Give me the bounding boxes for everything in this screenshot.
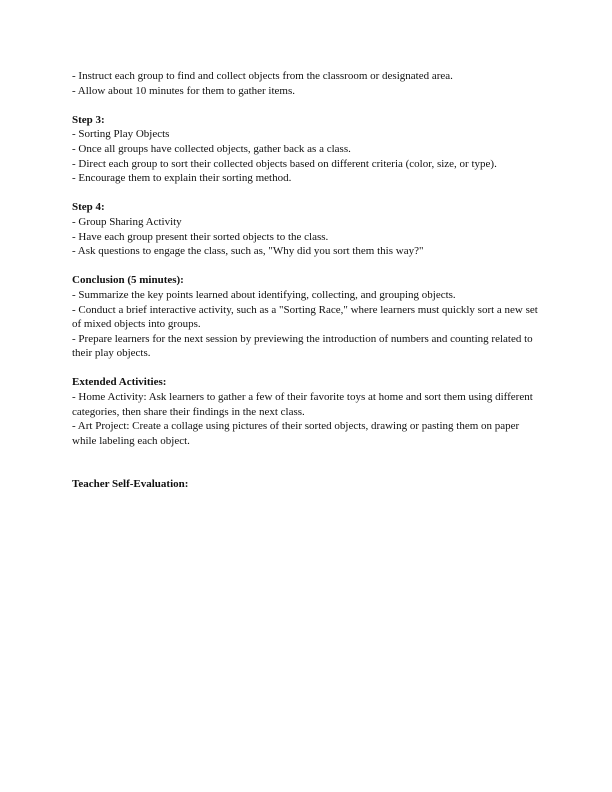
intro-line: - Instruct each group to find and collect objects from the classroom or designated area. (72, 70, 453, 82)
section-line: - Home Activity: Ask learners to gather a few of their favorite toys at home and sort them using different categories, then share their findings in the next class. (72, 391, 533, 418)
section-heading: Step 3: (72, 113, 105, 126)
section-line: - Have each group present their sorted objects to the class. (72, 230, 329, 243)
section-extended-activities (72, 375, 542, 448)
section-line: - Ask questions to engage the class, such as, "Why did you sort them this way?" (72, 245, 424, 258)
section-step-4 (72, 200, 542, 258)
section-line: - Conduct a brief interactive activity, such as a "Sorting Race," where learners must quickly sort a new set of mixed objects into groups. (72, 303, 538, 331)
section-step-3 (72, 113, 542, 186)
section-conclusion (72, 273, 542, 361)
section-line: - Art Project: Create a collage using pictures of their sorted objects, drawing or pasting them on paper while labeling each object. (72, 420, 520, 447)
teacher-self-evaluation-heading: Teacher Self-Evaluation: (72, 478, 189, 491)
section-heading: Conclusion (5 minutes): (72, 274, 184, 287)
section-heading: Extended Activities: (72, 376, 167, 389)
intro-line: - Allow about 10 minutes for them to gather items. (72, 84, 296, 97)
section-heading: Step 4: (72, 201, 105, 214)
section-line: - Summarize the key points learned about identifying, collecting, and grouping objects. (72, 288, 456, 301)
section-line: - Encourage them to explain their sorting method. (72, 172, 292, 185)
document-page (72, 69, 542, 492)
section-line: - Direct each group to sort their collected objects based on different criteria (color, size, or type). (72, 157, 497, 170)
section-line: - Prepare learners for the next session by previewing the introduction of numbers and counting related to their play objects. (72, 332, 533, 360)
section-line: - Group Sharing Activity (72, 215, 182, 228)
section-line: - Sorting Play Objects (72, 128, 170, 141)
section-line: - Once all groups have collected objects, gather back as a class. (72, 142, 351, 155)
